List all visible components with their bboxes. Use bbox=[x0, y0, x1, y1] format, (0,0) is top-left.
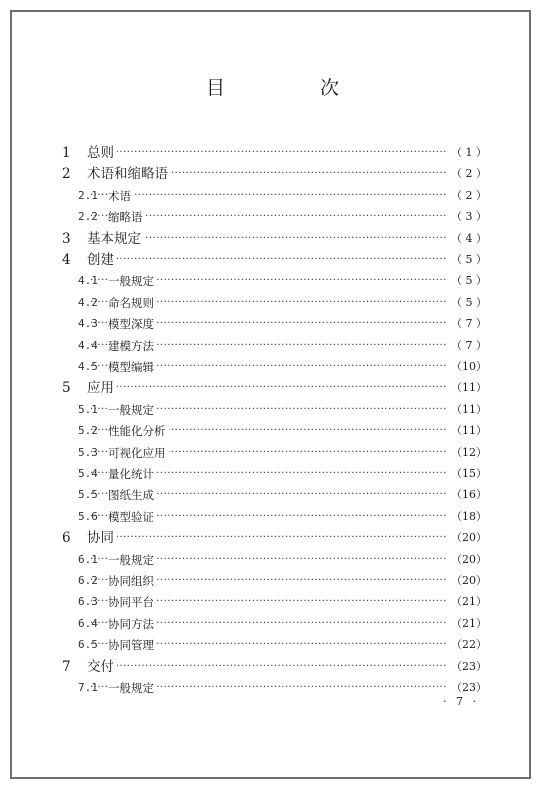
toc-label: 一般规定 bbox=[108, 271, 157, 291]
toc-number: 4.2 bbox=[78, 295, 98, 309]
toc-section[interactable] bbox=[0, 635, 545, 655]
toc-label: 应用 bbox=[87, 378, 117, 398]
toc-number: 5.5 bbox=[78, 488, 98, 502]
toc-number: 4 bbox=[62, 252, 71, 268]
toc-number: 3 bbox=[62, 230, 71, 247]
toc-section[interactable] bbox=[0, 207, 545, 227]
toc-section[interactable] bbox=[0, 485, 545, 505]
toc-page-number: （20） bbox=[451, 574, 487, 587]
toc-page-number: （10） bbox=[451, 360, 487, 373]
toc-page-number: （11） bbox=[451, 402, 487, 416]
toc-section[interactable] bbox=[0, 443, 545, 463]
toc-number: 2 bbox=[62, 166, 71, 183]
toc-section[interactable] bbox=[0, 571, 545, 591]
toc-section[interactable] bbox=[0, 421, 545, 441]
toc-leader-dots bbox=[90, 250, 447, 270]
toc-chapter[interactable] bbox=[0, 164, 545, 184]
toc-page-number: （23） bbox=[451, 681, 487, 694]
toc-number: 5.3 bbox=[78, 445, 98, 459]
toc-label: 缩略语 bbox=[108, 207, 146, 227]
page-number: · 7 · bbox=[443, 695, 479, 708]
toc-number: 5.6 bbox=[78, 509, 98, 523]
toc-number: 6.3 bbox=[78, 595, 98, 609]
toc-page-number: （ 2 ） bbox=[451, 167, 487, 181]
toc-label: 一般规定 bbox=[108, 400, 157, 420]
toc-chapter[interactable] bbox=[0, 378, 545, 398]
toc-label: 模型编辑 bbox=[108, 357, 157, 377]
toc-section[interactable] bbox=[0, 271, 545, 291]
toc-page-number: （ 5 ） bbox=[451, 274, 487, 288]
toc-label: 创建 bbox=[87, 250, 117, 270]
toc-label: 协同 bbox=[87, 528, 117, 548]
toc-page-number: （21） bbox=[451, 595, 487, 609]
toc-label: 建模方法 bbox=[108, 336, 157, 356]
toc-number: 6.5 bbox=[78, 638, 98, 652]
toc-number: 5 bbox=[62, 380, 71, 397]
toc-label: 总则 bbox=[87, 143, 117, 163]
toc-page-number: （ 5 ） bbox=[451, 295, 487, 309]
toc-page-number: （ 7 ） bbox=[451, 338, 487, 352]
toc-label: 图纸生成 bbox=[108, 485, 157, 505]
toc-label: 一般规定 bbox=[108, 678, 157, 698]
toc-section[interactable] bbox=[0, 357, 545, 377]
toc-section[interactable] bbox=[0, 507, 545, 527]
toc-number: 6.2 bbox=[78, 574, 98, 587]
toc-number: 2.1 bbox=[78, 188, 98, 202]
toc-chapter[interactable] bbox=[0, 657, 545, 677]
toc-number: 2.2 bbox=[78, 210, 98, 224]
toc-label: 术语 bbox=[108, 186, 134, 206]
toc-page-number: （ 2 ） bbox=[451, 188, 487, 202]
toc-label: 协同方法 bbox=[108, 614, 157, 634]
toc-page-number: （21） bbox=[451, 616, 487, 630]
toc-page-number: （11） bbox=[451, 381, 487, 395]
toc-chapter[interactable] bbox=[0, 250, 545, 270]
toc-number: 7.1 bbox=[78, 681, 98, 694]
toc-page-number: （22） bbox=[451, 638, 487, 652]
toc-label: 量化统计 bbox=[108, 464, 157, 484]
toc-page-number: （18） bbox=[451, 509, 487, 523]
toc-page-number: （20） bbox=[451, 531, 487, 545]
toc-number: 4.5 bbox=[78, 360, 98, 373]
toc-section[interactable] bbox=[0, 400, 545, 420]
toc-section[interactable] bbox=[0, 550, 545, 570]
toc-number: 5.1 bbox=[78, 402, 98, 416]
toc-label: 基本规定 bbox=[87, 229, 144, 249]
toc-label: 模型深度 bbox=[108, 314, 157, 334]
toc-leader-dots bbox=[90, 528, 447, 548]
toc-label: 一般规定 bbox=[108, 550, 157, 570]
toc-label: 可视化应用 bbox=[108, 443, 169, 463]
toc-section[interactable] bbox=[0, 614, 545, 634]
toc-page-number: （15） bbox=[451, 467, 487, 480]
toc-page-number: （ 7 ） bbox=[451, 317, 487, 331]
toc-label: 命名规则 bbox=[108, 293, 157, 313]
toc-chapter[interactable] bbox=[0, 143, 545, 163]
toc-chapter[interactable] bbox=[0, 528, 545, 548]
toc-number: 6 bbox=[62, 530, 71, 547]
toc-page-number: （20） bbox=[451, 552, 487, 566]
toc-number: 4.3 bbox=[78, 317, 98, 331]
toc-page-number: （16） bbox=[451, 488, 487, 502]
toc-number: 5.4 bbox=[78, 467, 98, 480]
toc-label: 性能化分析 bbox=[108, 421, 169, 441]
toc-page-number: （23） bbox=[451, 659, 487, 673]
toc-section[interactable] bbox=[0, 186, 545, 206]
toc-number: 4.1 bbox=[78, 274, 98, 288]
toc-number: 6.4 bbox=[78, 616, 98, 630]
toc-section[interactable] bbox=[0, 293, 545, 313]
toc-leader-dots bbox=[90, 186, 447, 206]
toc-leader-dots bbox=[90, 657, 447, 677]
toc-page-number: （ 4 ） bbox=[451, 231, 487, 245]
toc-leader-dots bbox=[90, 143, 447, 163]
toc-number: 1 bbox=[62, 145, 71, 161]
toc-label: 协同管理 bbox=[108, 635, 157, 655]
toc-page-number: （ 5 ） bbox=[451, 253, 487, 266]
toc-page-number: （ 3 ） bbox=[451, 210, 487, 224]
toc-label: 协同组织 bbox=[108, 571, 157, 591]
toc-section[interactable] bbox=[0, 314, 545, 334]
toc-section[interactable] bbox=[0, 336, 545, 356]
page-title: 目 次 bbox=[205, 77, 377, 99]
toc-page-number: （12） bbox=[451, 445, 487, 459]
toc-leader-dots bbox=[90, 378, 447, 398]
toc-number: 4.4 bbox=[78, 338, 98, 352]
toc-chapter[interactable] bbox=[0, 229, 545, 249]
toc-label: 协同平台 bbox=[108, 592, 157, 612]
toc-section[interactable] bbox=[0, 464, 545, 484]
toc-label: 模型验证 bbox=[108, 507, 157, 527]
toc-page-number: （ 1 ） bbox=[451, 146, 487, 159]
toc-number: 7 bbox=[62, 658, 71, 675]
toc-number: 5.2 bbox=[78, 424, 98, 438]
toc-label: 术语和缩略语 bbox=[87, 164, 171, 184]
toc-number: 6.1 bbox=[78, 552, 98, 566]
toc-page-number: （11） bbox=[451, 424, 487, 438]
toc-section[interactable] bbox=[0, 592, 545, 612]
toc-label: 交付 bbox=[87, 657, 117, 677]
